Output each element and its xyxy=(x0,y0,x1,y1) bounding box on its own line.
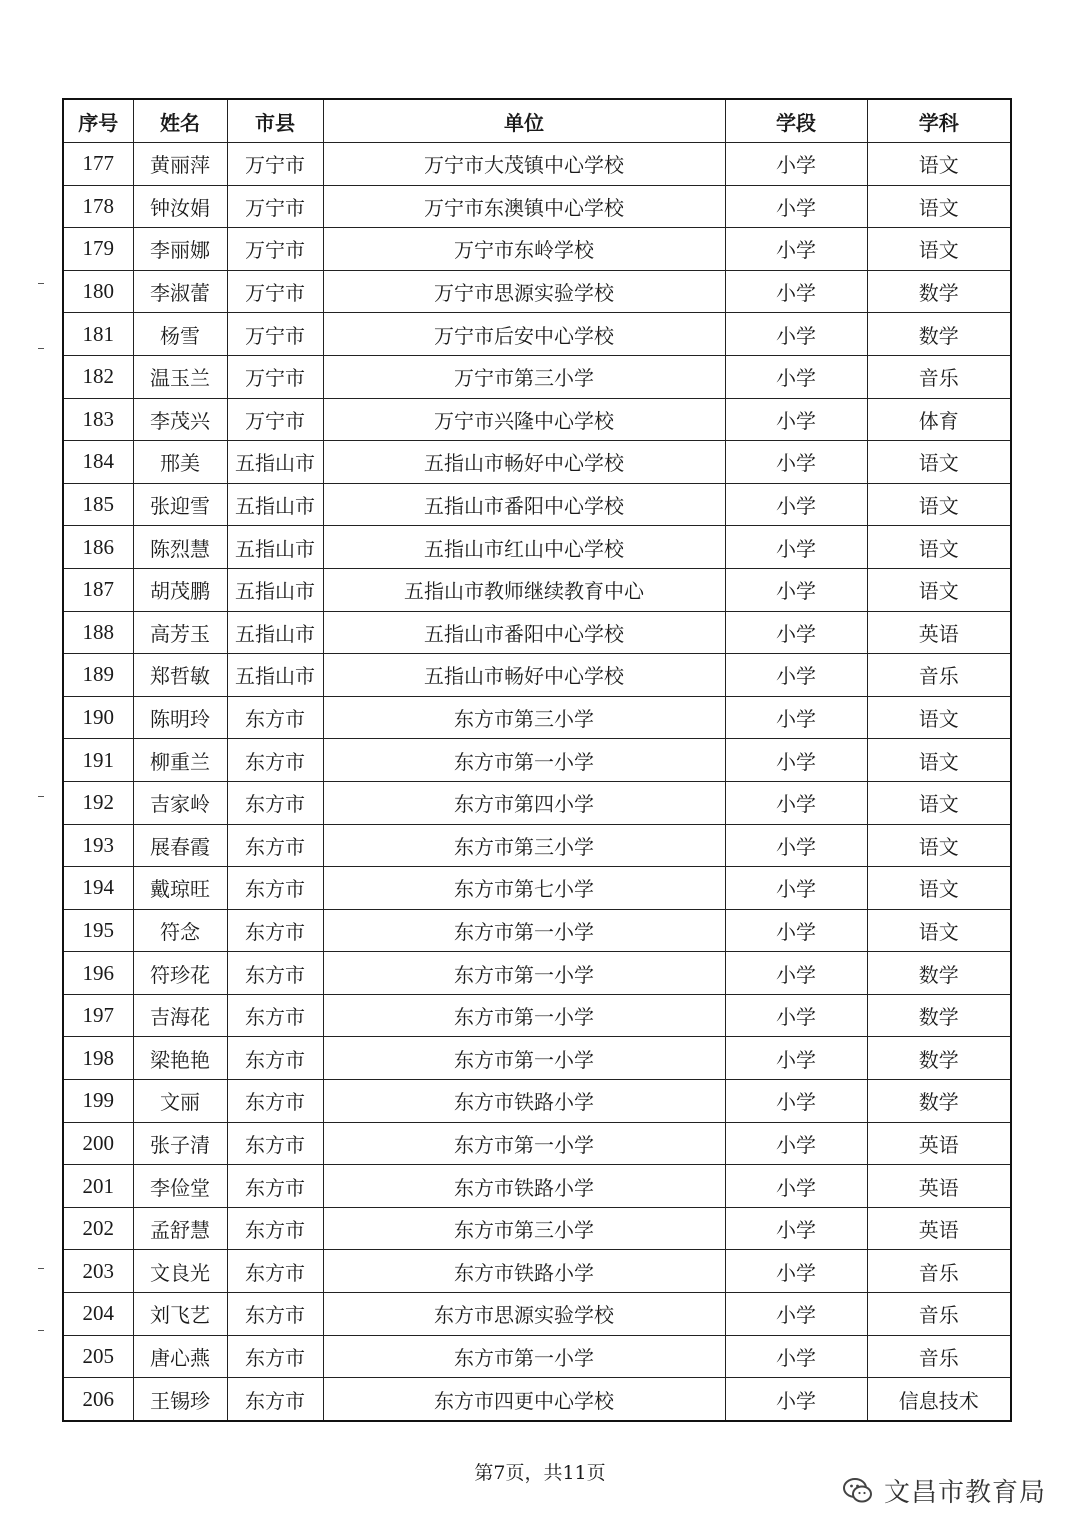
cell-subject: 英语 xyxy=(867,1122,1011,1165)
cell-index: 189 xyxy=(63,654,133,697)
cell-city: 东方市 xyxy=(227,781,323,824)
cell-name: 刘飞艺 xyxy=(133,1293,227,1336)
cell-index: 187 xyxy=(63,568,133,611)
header-city: 市县 xyxy=(227,99,323,143)
cell-city: 五指山市 xyxy=(227,483,323,526)
table-row xyxy=(63,824,1011,867)
cell-subject: 数学 xyxy=(867,270,1011,313)
cell-index: 199 xyxy=(63,1080,133,1123)
cell-name: 戴琼旺 xyxy=(133,867,227,910)
cell-subject: 语文 xyxy=(867,909,1011,952)
scan-mark xyxy=(38,1330,44,1331)
scan-mark xyxy=(38,283,44,284)
cell-index: 197 xyxy=(63,994,133,1037)
table-row xyxy=(63,1207,1011,1250)
cell-index: 186 xyxy=(63,526,133,569)
watermark-text: 文昌市教育局 xyxy=(883,1478,1046,1508)
cell-stage: 小学 xyxy=(725,1207,867,1250)
cell-city: 东方市 xyxy=(227,1037,323,1080)
cell-name: 高芳玉 xyxy=(133,611,227,654)
cell-unit: 五指山市番阳中心学校 xyxy=(323,483,725,526)
cell-unit: 东方市第一小学 xyxy=(323,1335,725,1378)
table-header-row xyxy=(63,99,1011,143)
table-body xyxy=(63,143,1011,1421)
cell-name: 邢美 xyxy=(133,441,227,484)
cell-stage: 小学 xyxy=(725,1165,867,1208)
header-index: 序号 xyxy=(63,99,133,143)
cell-city: 东方市 xyxy=(227,867,323,910)
cell-name: 吉家岭 xyxy=(133,781,227,824)
table-row xyxy=(63,994,1011,1037)
cell-index: 206 xyxy=(63,1378,133,1421)
cell-index: 195 xyxy=(63,909,133,952)
cell-stage: 小学 xyxy=(725,654,867,697)
cell-index: 202 xyxy=(63,1207,133,1250)
cell-name: 唐心燕 xyxy=(133,1335,227,1378)
cell-subject: 数学 xyxy=(867,1080,1011,1123)
cell-name: 柳重兰 xyxy=(133,739,227,782)
cell-stage: 小学 xyxy=(725,781,867,824)
cell-unit: 东方市思源实验学校 xyxy=(323,1293,725,1336)
table-row xyxy=(63,398,1011,441)
cell-name: 吉海花 xyxy=(133,994,227,1037)
cell-city: 东方市 xyxy=(227,1250,323,1293)
table-row xyxy=(63,654,1011,697)
cell-city: 五指山市 xyxy=(227,441,323,484)
cell-stage: 小学 xyxy=(725,952,867,995)
cell-stage: 小学 xyxy=(725,185,867,228)
cell-city: 五指山市 xyxy=(227,526,323,569)
cell-subject: 数学 xyxy=(867,313,1011,356)
cell-index: 179 xyxy=(63,228,133,271)
cell-city: 东方市 xyxy=(227,1122,323,1165)
cell-unit: 东方市第三小学 xyxy=(323,696,725,739)
table-row xyxy=(63,483,1011,526)
cell-index: 198 xyxy=(63,1037,133,1080)
header-stage: 学段 xyxy=(725,99,867,143)
cell-stage: 小学 xyxy=(725,1378,867,1421)
page-number: 第7页，共11页 xyxy=(474,1462,606,1484)
cell-stage: 小学 xyxy=(725,1122,867,1165)
cell-stage: 小学 xyxy=(725,568,867,611)
cell-name: 李茂兴 xyxy=(133,398,227,441)
cell-subject: 语文 xyxy=(867,143,1011,186)
cell-name: 黄丽萍 xyxy=(133,143,227,186)
cell-unit: 东方市铁路小学 xyxy=(323,1165,725,1208)
cell-subject: 音乐 xyxy=(867,355,1011,398)
cell-unit: 东方市第一小学 xyxy=(323,739,725,782)
cell-subject: 语文 xyxy=(867,867,1011,910)
cell-stage: 小学 xyxy=(725,1335,867,1378)
cell-stage: 小学 xyxy=(725,228,867,271)
cell-subject: 英语 xyxy=(867,1207,1011,1250)
table-row xyxy=(63,185,1011,228)
table-row xyxy=(63,1335,1011,1378)
cell-subject: 语文 xyxy=(867,526,1011,569)
cell-subject: 语文 xyxy=(867,696,1011,739)
cell-index: 180 xyxy=(63,270,133,313)
cell-index: 188 xyxy=(63,611,133,654)
cell-unit: 东方市第三小学 xyxy=(323,1207,725,1250)
cell-index: 181 xyxy=(63,313,133,356)
table-row xyxy=(63,1122,1011,1165)
cell-name: 孟舒慧 xyxy=(133,1207,227,1250)
cell-stage: 小学 xyxy=(725,143,867,186)
cell-index: 204 xyxy=(63,1293,133,1336)
cell-index: 200 xyxy=(63,1122,133,1165)
cell-index: 193 xyxy=(63,824,133,867)
cell-subject: 语文 xyxy=(867,228,1011,271)
cell-stage: 小学 xyxy=(725,1037,867,1080)
cell-stage: 小学 xyxy=(725,696,867,739)
cell-subject: 信息技术 xyxy=(867,1378,1011,1421)
cell-name: 李俭堂 xyxy=(133,1165,227,1208)
cell-index: 191 xyxy=(63,739,133,782)
cell-name: 展春霞 xyxy=(133,824,227,867)
cell-subject: 语文 xyxy=(867,185,1011,228)
cell-city: 东方市 xyxy=(227,1207,323,1250)
header-unit: 单位 xyxy=(323,99,725,143)
table-row xyxy=(63,781,1011,824)
cell-index: 190 xyxy=(63,696,133,739)
cell-name: 李丽娜 xyxy=(133,228,227,271)
cell-name: 王锡珍 xyxy=(133,1378,227,1421)
cell-city: 五指山市 xyxy=(227,611,323,654)
table-row xyxy=(63,441,1011,484)
cell-index: 205 xyxy=(63,1335,133,1378)
cell-name: 郑哲敏 xyxy=(133,654,227,697)
cell-index: 183 xyxy=(63,398,133,441)
cell-city: 东方市 xyxy=(227,909,323,952)
cell-stage: 小学 xyxy=(725,270,867,313)
cell-city: 万宁市 xyxy=(227,355,323,398)
cell-name: 钟汝娟 xyxy=(133,185,227,228)
cell-unit: 五指山市红山中心学校 xyxy=(323,526,725,569)
cell-unit: 万宁市后安中心学校 xyxy=(323,313,725,356)
table-row xyxy=(63,952,1011,995)
cell-index: 178 xyxy=(63,185,133,228)
cell-city: 东方市 xyxy=(227,952,323,995)
cell-city: 万宁市 xyxy=(227,143,323,186)
cell-unit: 万宁市东岭学校 xyxy=(323,228,725,271)
cell-name: 符念 xyxy=(133,909,227,952)
cell-unit: 五指山市畅好中心学校 xyxy=(323,654,725,697)
table-row xyxy=(63,568,1011,611)
cell-city: 万宁市 xyxy=(227,185,323,228)
cell-city: 东方市 xyxy=(227,824,323,867)
cell-subject: 语文 xyxy=(867,483,1011,526)
cell-unit: 东方市第七小学 xyxy=(323,867,725,910)
cell-unit: 万宁市东澳镇中心学校 xyxy=(323,185,725,228)
cell-unit: 东方市第一小学 xyxy=(323,1037,725,1080)
header-subject: 学科 xyxy=(867,99,1011,143)
cell-stage: 小学 xyxy=(725,867,867,910)
scan-mark xyxy=(38,1268,44,1269)
cell-city: 东方市 xyxy=(227,1293,323,1336)
cell-index: 203 xyxy=(63,1250,133,1293)
cell-stage: 小学 xyxy=(725,1250,867,1293)
cell-stage: 小学 xyxy=(725,483,867,526)
cell-unit: 东方市第一小学 xyxy=(323,994,725,1037)
cell-index: 194 xyxy=(63,867,133,910)
cell-subject: 音乐 xyxy=(867,1335,1011,1378)
cell-subject: 数学 xyxy=(867,994,1011,1037)
cell-stage: 小学 xyxy=(725,611,867,654)
cell-subject: 语文 xyxy=(867,824,1011,867)
table-row xyxy=(63,1293,1011,1336)
table-row xyxy=(63,228,1011,271)
cell-city: 万宁市 xyxy=(227,228,323,271)
cell-subject: 英语 xyxy=(867,1165,1011,1208)
cell-subject: 英语 xyxy=(867,611,1011,654)
cell-subject: 音乐 xyxy=(867,1250,1011,1293)
cell-name: 温玉兰 xyxy=(133,355,227,398)
cell-unit: 五指山市教师继续教育中心 xyxy=(323,568,725,611)
cell-unit: 万宁市大茂镇中心学校 xyxy=(323,143,725,186)
cell-index: 177 xyxy=(63,143,133,186)
table-row xyxy=(63,355,1011,398)
cell-stage: 小学 xyxy=(725,994,867,1037)
cell-index: 184 xyxy=(63,441,133,484)
cell-city: 东方市 xyxy=(227,1080,323,1123)
cell-stage: 小学 xyxy=(725,739,867,782)
cell-city: 五指山市 xyxy=(227,654,323,697)
table-row xyxy=(63,696,1011,739)
table-row xyxy=(63,1165,1011,1208)
cell-city: 东方市 xyxy=(227,1378,323,1421)
cell-stage: 小学 xyxy=(725,526,867,569)
cell-unit: 东方市四更中心学校 xyxy=(323,1378,725,1421)
cell-unit: 东方市第四小学 xyxy=(323,781,725,824)
cell-subject: 语文 xyxy=(867,781,1011,824)
cell-subject: 数学 xyxy=(867,1037,1011,1080)
cell-stage: 小学 xyxy=(725,909,867,952)
cell-name: 陈烈慧 xyxy=(133,526,227,569)
cell-city: 五指山市 xyxy=(227,568,323,611)
table-row xyxy=(63,867,1011,910)
cell-unit: 东方市铁路小学 xyxy=(323,1080,725,1123)
cell-unit: 东方市第一小学 xyxy=(323,909,725,952)
cell-city: 万宁市 xyxy=(227,270,323,313)
header-name: 姓名 xyxy=(133,99,227,143)
cell-city: 万宁市 xyxy=(227,398,323,441)
cell-name: 李淑蕾 xyxy=(133,270,227,313)
cell-subject: 语文 xyxy=(867,441,1011,484)
cell-city: 东方市 xyxy=(227,1335,323,1378)
cell-unit: 东方市第一小学 xyxy=(323,1122,725,1165)
cell-stage: 小学 xyxy=(725,355,867,398)
cell-name: 文良光 xyxy=(133,1250,227,1293)
cell-index: 201 xyxy=(63,1165,133,1208)
table-row xyxy=(63,1250,1011,1293)
cell-unit: 东方市第三小学 xyxy=(323,824,725,867)
table-row xyxy=(63,1378,1011,1421)
table-row xyxy=(63,909,1011,952)
cell-subject: 数学 xyxy=(867,952,1011,995)
cell-name: 梁艳艳 xyxy=(133,1037,227,1080)
cell-stage: 小学 xyxy=(725,313,867,356)
table-row xyxy=(63,1080,1011,1123)
cell-subject: 语文 xyxy=(867,739,1011,782)
cell-stage: 小学 xyxy=(725,1293,867,1336)
cell-unit: 东方市第一小学 xyxy=(323,952,725,995)
cell-city: 东方市 xyxy=(227,739,323,782)
cell-index: 192 xyxy=(63,781,133,824)
cell-name: 胡茂鹏 xyxy=(133,568,227,611)
cell-unit: 五指山市番阳中心学校 xyxy=(323,611,725,654)
cell-unit: 万宁市第三小学 xyxy=(323,355,725,398)
cell-name: 符珍花 xyxy=(133,952,227,995)
cell-name: 张迎雪 xyxy=(133,483,227,526)
table-row xyxy=(63,1037,1011,1080)
cell-stage: 小学 xyxy=(725,398,867,441)
cell-name: 张子清 xyxy=(133,1122,227,1165)
table-row xyxy=(63,270,1011,313)
watermark xyxy=(842,1472,1046,1509)
table-row xyxy=(63,739,1011,782)
cell-unit: 万宁市思源实验学校 xyxy=(323,270,725,313)
cell-subject: 音乐 xyxy=(867,1293,1011,1336)
cell-subject: 体育 xyxy=(867,398,1011,441)
cell-unit: 万宁市兴隆中心学校 xyxy=(323,398,725,441)
cell-city: 东方市 xyxy=(227,994,323,1037)
scan-mark xyxy=(38,796,44,797)
cell-subject: 语文 xyxy=(867,568,1011,611)
cell-city: 万宁市 xyxy=(227,313,323,356)
cell-city: 东方市 xyxy=(227,696,323,739)
wechat-icon xyxy=(842,1475,874,1507)
table-row xyxy=(63,313,1011,356)
cell-stage: 小学 xyxy=(725,1080,867,1123)
cell-name: 陈明玲 xyxy=(133,696,227,739)
table-row xyxy=(63,611,1011,654)
cell-name: 文丽 xyxy=(133,1080,227,1123)
table-row xyxy=(63,526,1011,569)
roster-table xyxy=(62,98,1012,1422)
cell-name: 杨雪 xyxy=(133,313,227,356)
cell-stage: 小学 xyxy=(725,441,867,484)
cell-index: 185 xyxy=(63,483,133,526)
cell-unit: 五指山市畅好中心学校 xyxy=(323,441,725,484)
cell-index: 182 xyxy=(63,355,133,398)
cell-unit: 东方市铁路小学 xyxy=(323,1250,725,1293)
cell-stage: 小学 xyxy=(725,824,867,867)
table-row xyxy=(63,143,1011,186)
cell-index: 196 xyxy=(63,952,133,995)
scan-mark xyxy=(38,348,44,349)
cell-city: 东方市 xyxy=(227,1165,323,1208)
cell-subject: 音乐 xyxy=(867,654,1011,697)
